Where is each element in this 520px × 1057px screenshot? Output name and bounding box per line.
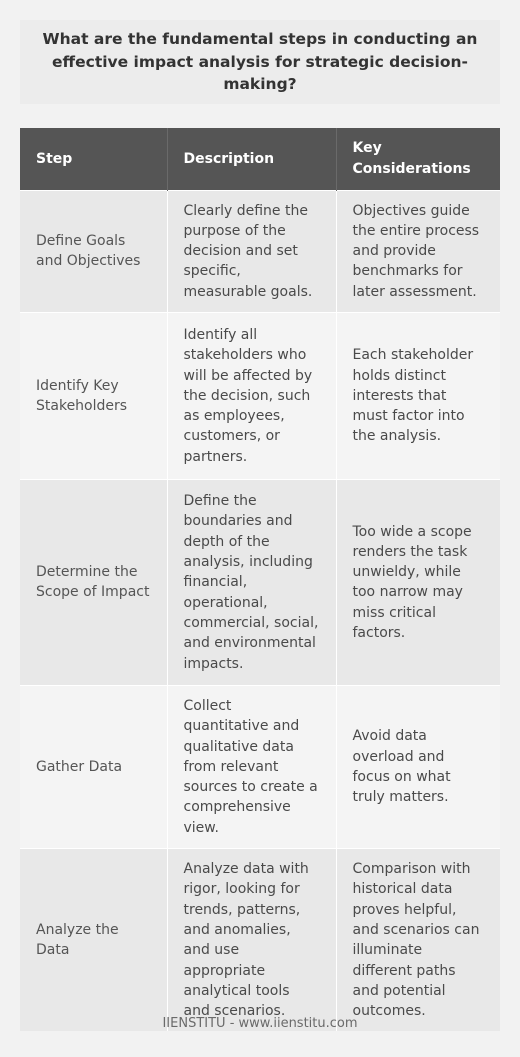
title-box: [20, 20, 500, 104]
considerations-cell: Objectives guide the entire process and provide benchmarks for later assessment.: [336, 190, 500, 312]
considerations-cell: Each stakeholder holds distinct interests that must factor into the analysis.: [336, 312, 500, 479]
description-cell: Collect quantitative and qualitative data from relevant sources to create a comprehensive view.: [167, 685, 336, 848]
header-step: Step: [20, 128, 167, 190]
table-header-row: [20, 128, 500, 190]
footer-credit: IIENSTITU - www.iienstitu.com: [162, 1016, 358, 1031]
considerations-cell: Too wide a scope renders the task unwieldy, while too narrow may miss critical factors.: [336, 479, 500, 685]
considerations-cell: Avoid data overload and focus on what truly matters.: [336, 685, 500, 848]
step-cell: Determine the Scope of Impact: [20, 479, 167, 685]
step-cell: Define Goals and Objectives: [20, 190, 167, 312]
header-description: Description: [167, 128, 336, 190]
step-cell: Analyze the Data: [20, 849, 167, 1032]
description-cell: Clearly define the purpose of the decision and set specific, measurable goals.: [167, 190, 336, 312]
table-row: [20, 849, 500, 1032]
page-title: What are the fundamental steps in conducting an effective impact analysis for strategic decision-making?: [42, 30, 478, 94]
step-cell: Gather Data: [20, 685, 167, 848]
description-cell: Define the boundaries and depth of the analysis, including financial, operational, commercial, social, and environmental impacts.: [167, 479, 336, 685]
table-row: [20, 685, 500, 848]
description-cell: Identify all stakeholders who will be affected by the decision, such as employees, customers, or partners.: [167, 312, 336, 479]
table-row: [20, 190, 500, 312]
steps-table: [20, 128, 500, 1031]
table-row: [20, 479, 500, 685]
description-cell: Analyze data with rigor, looking for trends, patterns, and anomalies, and use appropriate analytical tools and scenarios.: [167, 849, 336, 1032]
header-key-considerations: Key Considerations: [336, 128, 500, 190]
considerations-cell: Comparison with historical data proves helpful, and scenarios can illuminate different paths and potential outcomes.: [336, 849, 500, 1032]
table-row: [20, 312, 500, 479]
step-cell: Identify Key Stakeholders: [20, 312, 167, 479]
